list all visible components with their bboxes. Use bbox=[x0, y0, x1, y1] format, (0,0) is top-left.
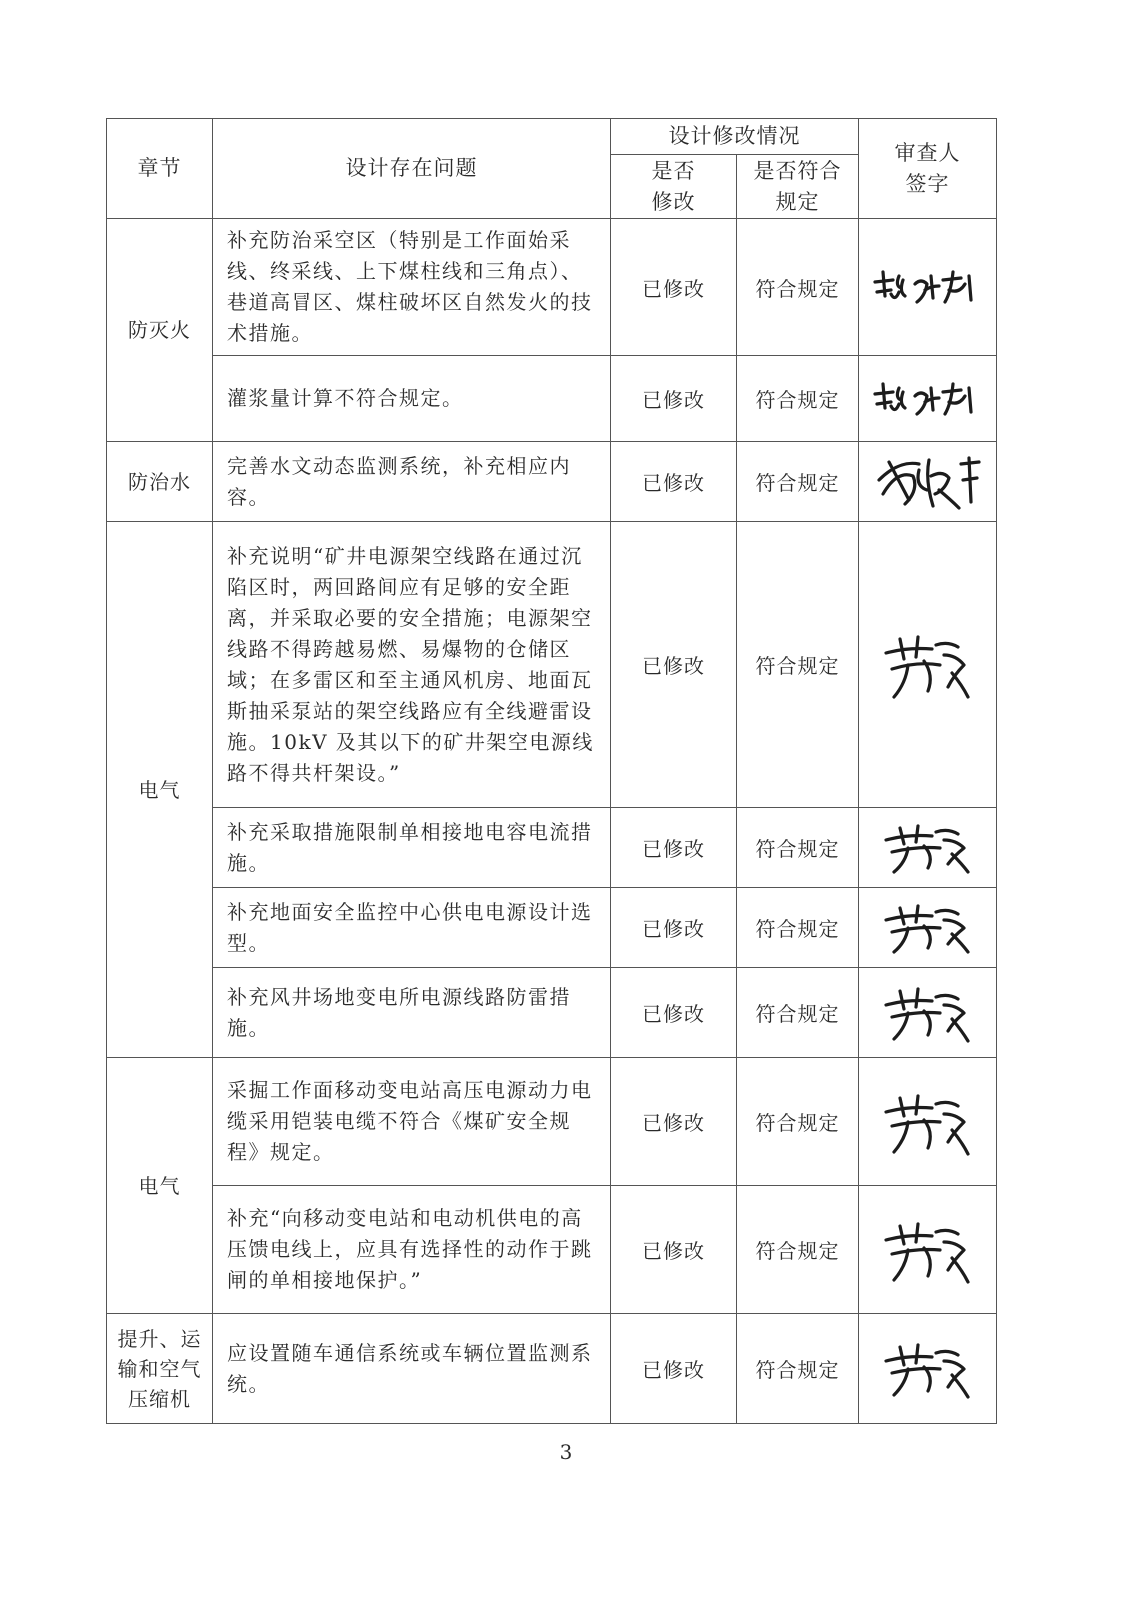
issue-cell: 补充采取措施限制单相接地电容电流措施。 bbox=[213, 808, 611, 888]
compliant-cell: 符合规定 bbox=[737, 808, 859, 888]
issue-cell: 补充防治采空区（特别是工作面始采线、终采线、上下煤柱线和三角点）、巷道高冒区、煤柱破坏区自然发火的技术措施。 bbox=[213, 219, 611, 356]
modified-cell: 已修改 bbox=[611, 1186, 737, 1314]
modified-cell: 已修改 bbox=[611, 522, 737, 808]
modified-cell: 已修改 bbox=[611, 888, 737, 968]
compliant-cell: 符合规定 bbox=[737, 442, 859, 522]
signature-cell bbox=[859, 442, 997, 522]
modified-cell: 已修改 bbox=[611, 356, 737, 442]
modified-header: 是否修改 bbox=[611, 155, 737, 219]
signature-cell bbox=[859, 522, 997, 808]
compliant-cell: 符合规定 bbox=[737, 522, 859, 808]
handwritten-signature-icon bbox=[869, 450, 987, 514]
modified-cell: 已修改 bbox=[611, 808, 737, 888]
table-row bbox=[107, 888, 997, 968]
handwritten-signature-icon bbox=[869, 374, 987, 424]
compliant-cell: 符合规定 bbox=[737, 1186, 859, 1314]
compliant-cell: 符合规定 bbox=[737, 219, 859, 356]
signature-cell bbox=[859, 968, 997, 1058]
chapter-cell: 防灭火 bbox=[107, 219, 213, 442]
signature-cell bbox=[859, 1314, 997, 1424]
compliant-header: 是否符合规定 bbox=[737, 155, 859, 219]
compliant-cell: 符合规定 bbox=[737, 968, 859, 1058]
issue-cell: 补充说明“矿井电源架空线路在通过沉陷区时，两回路间应有足够的安全距离，并采取必要的安全措施；电源架空线路不得跨越易燃、易爆物的仓储区域；在多雷区和至主通风机房、地面瓦斯抽采泵站的架空线路应有全线避雷设施。10kV 及其以下的矿井架空电源线路不得共杆架设。” bbox=[213, 522, 611, 808]
chapter-cell: 电气 bbox=[107, 1058, 213, 1314]
issue-cell: 补充地面安全监控中心供电电源设计选型。 bbox=[213, 888, 611, 968]
issue-cell: 补充风井场地变电所电源线路防雷措施。 bbox=[213, 968, 611, 1058]
signature-header: 审查人签字 bbox=[859, 119, 997, 219]
issue-cell: 采掘工作面移动变电站高压电源动力电缆采用铠装电缆不符合《煤矿安全规程》规定。 bbox=[213, 1058, 611, 1186]
issue-cell: 应设置随车通信系统或车辆位置监测系统。 bbox=[213, 1314, 611, 1424]
table-row bbox=[107, 356, 997, 442]
table-row bbox=[107, 968, 997, 1058]
chapter-cell: 提升、运输和空气压缩机 bbox=[107, 1314, 213, 1424]
table-row bbox=[107, 1058, 997, 1186]
signature-cell bbox=[859, 1058, 997, 1186]
issue-cell: 补充“向移动变电站和电动机供电的高压馈电线上，应具有选择性的动作于跳闸的单相接地保护。” bbox=[213, 1186, 611, 1314]
compliant-cell: 符合规定 bbox=[737, 888, 859, 968]
modification-group-header: 设计修改情况 bbox=[611, 119, 859, 155]
modified-cell: 已修改 bbox=[611, 1058, 737, 1186]
handwritten-signature-icon bbox=[878, 1086, 978, 1158]
page-number: 3 bbox=[559, 1440, 573, 1464]
handwritten-signature-icon bbox=[878, 1337, 978, 1401]
signature-cell bbox=[859, 808, 997, 888]
compliant-cell: 符合规定 bbox=[737, 1058, 859, 1186]
compliant-cell: 符合规定 bbox=[737, 356, 859, 442]
handwritten-signature-icon bbox=[878, 981, 978, 1045]
table-row bbox=[107, 442, 997, 522]
handwritten-signature-icon bbox=[869, 262, 987, 312]
review-table bbox=[106, 118, 997, 1424]
handwritten-signature-icon bbox=[878, 1214, 978, 1286]
handwritten-signature-icon bbox=[878, 818, 978, 878]
issue-cell: 灌浆量计算不符合规定。 bbox=[213, 356, 611, 442]
chapter-cell: 防治水 bbox=[107, 442, 213, 522]
modified-cell: 已修改 bbox=[611, 1314, 737, 1424]
table-row bbox=[107, 1314, 997, 1424]
signature-cell bbox=[859, 356, 997, 442]
table-row bbox=[107, 522, 997, 808]
signature-cell bbox=[859, 219, 997, 356]
table-row bbox=[107, 808, 997, 888]
modified-cell: 已修改 bbox=[611, 442, 737, 522]
table-row bbox=[107, 219, 997, 356]
compliant-cell: 符合规定 bbox=[737, 1314, 859, 1424]
chapter-header: 章节 bbox=[107, 119, 213, 219]
handwritten-signature-icon bbox=[878, 625, 978, 705]
modified-cell: 已修改 bbox=[611, 219, 737, 356]
handwritten-signature-icon bbox=[878, 898, 978, 958]
issue-header: 设计存在问题 bbox=[213, 119, 611, 219]
chapter-cell: 电气 bbox=[107, 522, 213, 1058]
table-row bbox=[107, 1186, 997, 1314]
signature-cell bbox=[859, 1186, 997, 1314]
signature-cell bbox=[859, 888, 997, 968]
modified-cell: 已修改 bbox=[611, 968, 737, 1058]
issue-cell: 完善水文动态监测系统，补充相应内容。 bbox=[213, 442, 611, 522]
table-header-row bbox=[107, 119, 997, 155]
